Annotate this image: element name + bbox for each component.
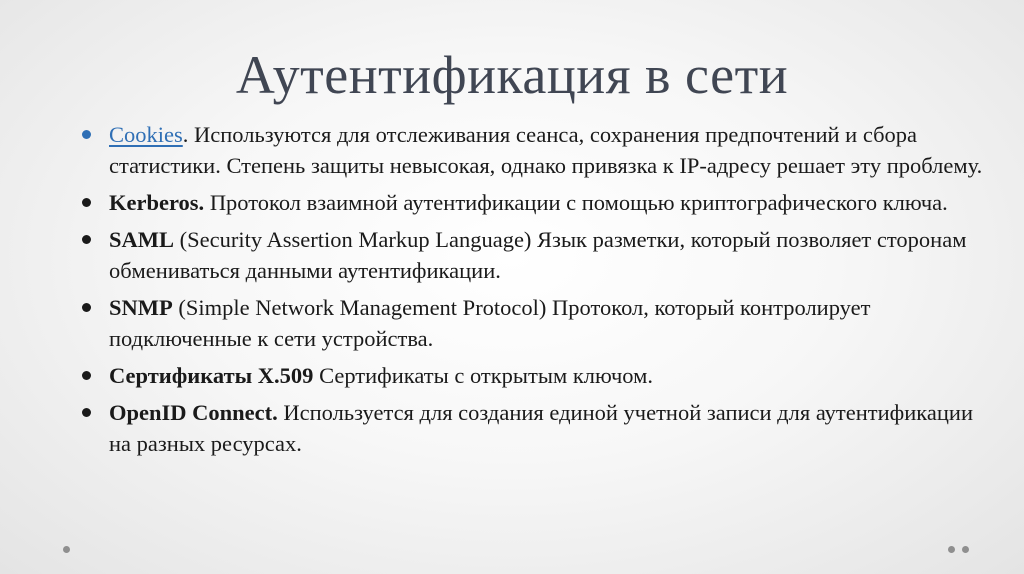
- list-item-saml: [80, 224, 1000, 286]
- item-text: Сертификаты с открытым ключом.: [313, 363, 653, 388]
- cookies-link[interactable]: Cookies: [109, 122, 183, 147]
- list-item-kerberos: [80, 187, 1000, 218]
- slide-title: Аутентификация в сети: [235, 45, 789, 105]
- item-term: Сертификаты X.509: [109, 363, 314, 388]
- item-text: (Simple Network Management Protocol) Протокол, который контролирует подключенные к сети устройства.: [109, 295, 871, 351]
- bullet-icon: [82, 408, 91, 417]
- nav-dot-icon: [948, 546, 955, 553]
- item-term: OpenID Connect.: [109, 400, 278, 425]
- list-item-snmp: [80, 292, 1000, 354]
- nav-dot-icon: [63, 546, 70, 553]
- list-item-cookies: [80, 119, 1000, 181]
- item-text: Протокол взаимной аутентификации с помощью криптографического ключа.: [204, 190, 948, 215]
- item-term: SNMP: [109, 295, 173, 320]
- item-text: Используется для создания единой учетной записи для аутентификации на разных ресурсах.: [109, 400, 973, 456]
- list-item-x509: [80, 360, 1000, 391]
- item-term: SAML: [109, 227, 175, 252]
- bullet-icon: [82, 198, 91, 207]
- nav-dot-icon: [962, 546, 969, 553]
- bullet-icon: [82, 235, 91, 244]
- bullet-icon: [82, 130, 91, 139]
- bullet-icon: [82, 303, 91, 312]
- item-text: . Используются для отслеживания сеанса, сохранения предпочтений и сбора статистики. Степень защиты невысокая, однако привязка к IP-адресу решает эту проблему.: [109, 122, 983, 178]
- bullet-icon: [82, 371, 91, 380]
- bullet-list: [80, 119, 1000, 465]
- item-term: Kerberos.: [109, 190, 205, 215]
- item-text: (Security Assertion Markup Language) Язык разметки, который позволяет сторонам обмениваться данными аутентификации.: [109, 227, 967, 283]
- list-item-openid: [80, 397, 1000, 459]
